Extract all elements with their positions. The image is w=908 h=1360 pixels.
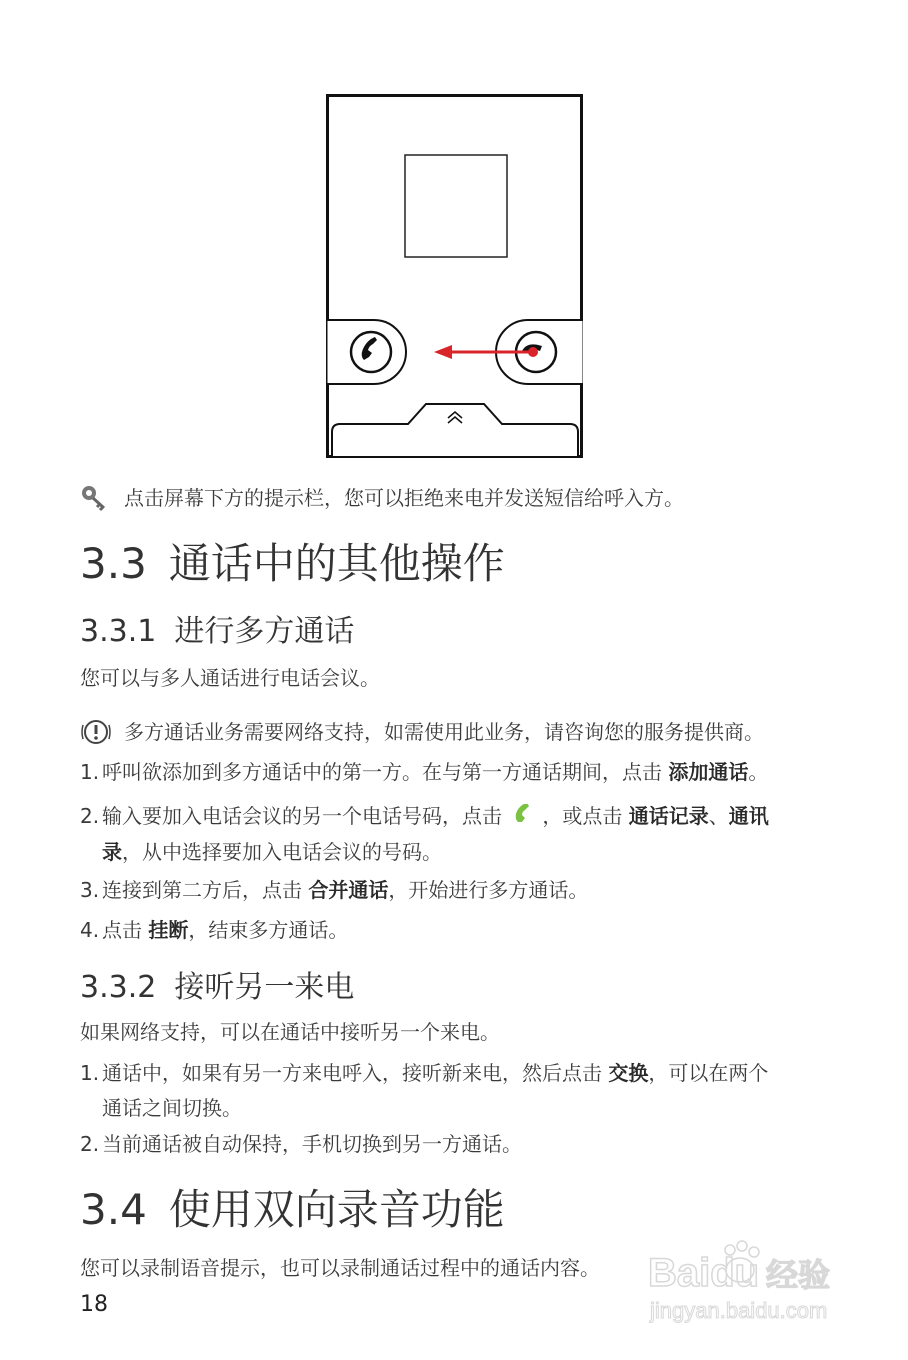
list-item	[80, 914, 840, 946]
list-number: 2.	[80, 1132, 100, 1156]
list-item	[80, 1128, 840, 1160]
list-number: 3.	[80, 878, 100, 902]
tip-text: 点击屏幕下方的提示栏，您可以拒绝来电并发送短信给呼入方。	[124, 486, 684, 510]
warning-text: 多方通话业务需要网络支持，如需使用此业务，请咨询您的服务提供商。	[124, 720, 764, 744]
subsection-title: 进行多方通话	[174, 614, 355, 649]
list-item	[80, 800, 840, 868]
caller-photo-placeholder	[405, 155, 507, 257]
list-text: 通话中，如果有另一方来电呼入，接听新来电，然后点击 交换，可以在两个	[102, 1061, 769, 1085]
phone-illustration	[326, 94, 584, 460]
list-item	[80, 874, 840, 906]
ui-term: 交换	[608, 1061, 649, 1085]
ui-term: 合并通话	[308, 878, 389, 902]
list-number: 1.	[80, 760, 100, 784]
list-text: 点击 挂断，结束多方通话。	[102, 918, 349, 942]
list-text-continued: 通话之间切换。	[102, 1096, 242, 1120]
paragraph: 您可以录制语音提示，也可以录制通话过程中的通话内容。	[80, 1256, 600, 1280]
section-title: 通话中的其他操作	[168, 539, 505, 588]
section-heading-3-4	[80, 1182, 505, 1238]
watermark-brand-cn: 经验	[766, 1256, 831, 1294]
list-item	[80, 756, 840, 788]
subsection-number: 3.3.1	[80, 614, 157, 649]
page-number: 18	[80, 1292, 108, 1317]
subsection-title: 接听另一来电	[174, 970, 355, 1005]
subsection-number: 3.3.2	[80, 970, 157, 1005]
paragraph: 您可以与多人通话进行电话会议。	[80, 666, 380, 690]
section-number: 3.3	[80, 539, 147, 588]
subsection-heading-3-3-1	[80, 612, 354, 652]
section-title: 使用双向录音功能	[168, 1185, 505, 1234]
watermark-brand: Baidu	[648, 1251, 760, 1295]
ui-term: 挂断	[148, 918, 189, 942]
paragraph: 如果网络支持，可以在通话中接听另一个来电。	[80, 1020, 500, 1044]
green-call-icon	[508, 804, 542, 826]
section-heading-3-3	[80, 536, 505, 592]
tip-key-icon	[80, 484, 112, 512]
list-number: 4.	[80, 918, 100, 942]
ui-term: 添加通话	[668, 760, 749, 784]
tip-note	[80, 482, 840, 514]
ui-term: 录	[102, 840, 122, 864]
subsection-heading-3-3-2	[80, 968, 354, 1008]
list-number: 2.	[80, 804, 100, 828]
ui-term: 通讯	[728, 804, 769, 828]
list-text: 当前通话被自动保持，手机切换到另一方通话。	[102, 1132, 522, 1156]
list-text: 呼叫欲添加到多方通话中的第一方。在与第一方通话期间，点击 添加通话。	[102, 760, 769, 784]
list-text: 连接到第二方后，点击 合并通话，开始进行多方通话。	[102, 878, 589, 902]
list-text: 输入要加入电话会议的另一个电话号码，点击 ，或点击 通话记录、通讯	[102, 804, 769, 828]
list-item	[80, 1057, 840, 1125]
section-number: 3.4	[80, 1185, 147, 1234]
warning-icon	[80, 719, 112, 745]
watermark-url: jingyan.baidu.com	[650, 1298, 828, 1323]
list-number: 1.	[80, 1061, 100, 1085]
baidu-watermark-logo	[644, 1228, 864, 1328]
ui-term: 通话记录	[628, 804, 709, 828]
list-text-continued: 录，从中选择要加入电话会议的号码。	[102, 840, 442, 864]
